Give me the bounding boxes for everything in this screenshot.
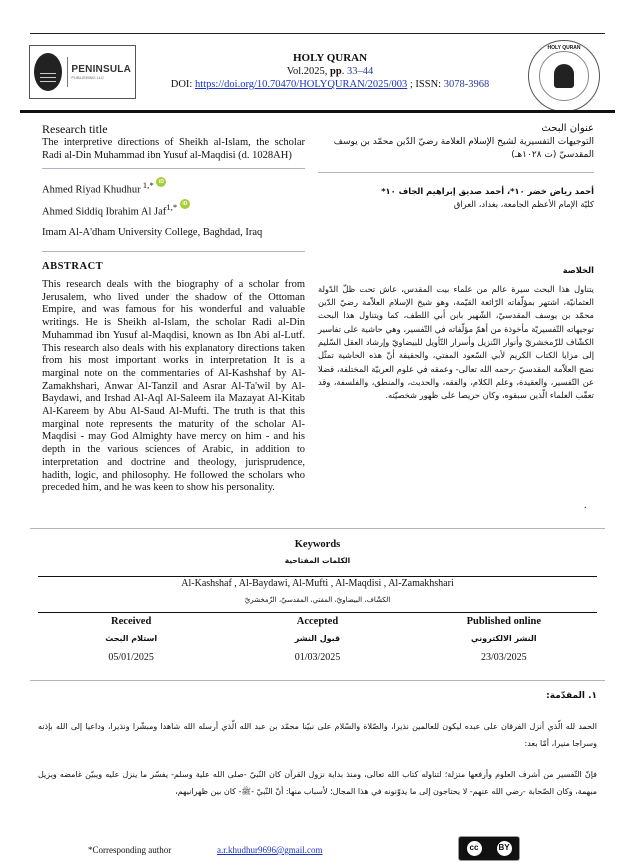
abstract-heading: ABSTRACT [42,261,104,272]
book-icon [554,64,574,88]
rule [38,576,597,577]
published [411,614,597,666]
research-title-ar: التوجيهات التفسيرية لشيخ الإسلام العلامة رضيّ الدّين محمّد بن يوسف المقدسيّ (ت ١٠٢٨هـ) [333,137,594,160]
rule [38,612,597,613]
arabic-column [318,122,594,403]
intro-paragraph: الحمد لله الّذي أنزل الفرقان على عبده ليكون للعالمين نذيرا، والصّلاة والسّلام على نبيّنا محمّد بن عبد الله الّذي أرسله الله شاهدا ومبشّرا ونذيرا، وداعيا إلى الله بإذنه وسراجا منيرا، أمّا بعد: [38,722,597,748]
author [42,199,305,221]
accepted-date: 01/03/2025 [294,652,341,663]
research-title-label-ar: عنوان البحث [541,123,594,134]
abstract-heading-ar: الخلاصة [562,264,594,275]
divider [318,172,594,173]
abstract-text-ar: يتناول هذا البحث سيرة عالم من علماء بيت المقدس، عاش تحت ظلّ الدّولة العثمانيّة، اشتهر بمؤلّفاته الرّائعة القيّمة، وهو شيخ الإسلام العلاّمة رضيّ الدّين محمّد بن يوسف المقدسيّ، الشّهير بابن أبي اللطف، كما ويتناول هذا البحث توجيهاته التّفسيريّة مأخوذة من أهمّ مؤلّفاته في التّفسير، وهي حاشية على تفاسير الكشّاف للزّمخشريّ وأنوار التّنزيل وأسرار التّأويل للبيضاويّ وإرشاد العقل السّليم إلى مزايا الكتاب الكريم لأبي السّعود المفتي، والحقيقة أنّ هذه الحاشية تمثّل نضج العلاّمة المقدسيّ -رحمه الله تعالى- وعمقه في علوم العربيّة المختلفة، فضلا عن التّفسير، والعقيدة، وعلم الكلام، والفقه، والحديث، والمنطق، والفلسفة، وقد تعقّب العلماء الّذين سبقوه، وكان حريصا على ظهور شخصيّته. [318,283,594,401]
keywords-heading: Keywords [294,539,341,550]
issn-label: ; ISSN: [407,79,444,90]
volume-line: Vol.2025, pp. 33–44 [286,66,374,77]
email-link[interactable]: a.r.khudhur9696@gmail.com [217,845,323,855]
doi-line [150,78,510,91]
publisher-logo [29,45,136,99]
keywords-ar: الكشّاف، البيضاويّ، المفتي، المقدسيّ، الزّمخشريّ [244,596,391,604]
received [38,614,224,666]
journal-seal-logo [528,40,600,112]
affiliation-ar: كليّة الإمام الأعظم الجامعة، بغداد، العراق [453,199,594,210]
journal-header [150,52,510,91]
spacer [318,212,594,264]
author-name: Ahmed Riyad Khudhur [42,184,141,196]
authors-ar: أحمد رياض خضر ١٠*، أحمد صديق إبراهيم الجاف ١٠* [381,186,594,196]
author [42,177,305,199]
abstract-text: This research deals with the biography of a scholar from Jerusalem, who lived under the shadow of the Ottoman Empire, and was famous for his wonderful and valuable writings. He is Sheikh al-Islam, the scholar Radi al-Din Muhammad ibn Yusuf al-Maqdisi, known as Ibn Abi al-Lutf. This research also deals with his explanatory directions taken from his most important works in interpretation It is a marginal note on the commentaries of Al-Kashshaf by Al-Zamakhshari, Anwar Al-Tanzil and Asrar Al-Ta'wil by Al-Baydawi, and Irshad Al-Aql Al-Saleem ila Mazayat Al-Kitab Al-Kareem by Abu Al-Saud Al-Mufti. The truth is that this marginal note represents the maturity of the scholar Al-Maqdisi - may God Almighty have mercy on him - and his depth in the various sciences of Arabic, in addition to interpretation and doctrine and theology, jurisprudence, hadith, logic, and philosophy. He followed the scholars who preceded him, and he was keen to show his personality. [42,279,305,494]
doi-link[interactable]: https://doi.org/10.70470/HOLYQURAN/2025/003 [194,79,408,90]
accepted-label-ar: قبول النشر [294,634,341,643]
divider [42,251,305,252]
research-title: The interpretive directions of Sheikh al-Islam, the scholar Radi al-Din Muhammad ibn Yusuf al-Maqdisi (d. 1028AH) [42,137,305,161]
header-rule [20,110,615,113]
received-label-ar: استلام البحث [105,634,158,643]
intro-paragraph: فإنّ التّفسير من أشرف العلوم وأرفعها منزلة؛ لتناوله كتاب الله تعالى، ومنذ بداية نزول القرآن كان النّبيّ -صلى الله علية وسلم- يفسّر ما ينزل عليه ويبيّن غامضه ويزيل مبهمة، وكان الصّحابة -رضي الله عنهم- لا يحتاجون إلى ما يدوّنونه في هذا المجال؛ لأسباب منها: أنّ النّبيّ -ﷺ- كان بين ظهرانيهم، [38,770,597,796]
research-title-label: Research title [42,122,108,136]
seal-text: HOLY QURAN [547,45,581,51]
stray-period: . [584,500,587,511]
corresponding-author-note: *Corresponding author [88,845,172,855]
publisher-name: PENINSULA [71,64,131,75]
accepted [224,614,410,666]
cc-by-license-badge[interactable] [458,836,520,861]
intro-heading: ١. المقدّمة: [546,691,597,701]
accepted-label: Accepted [296,616,339,627]
section-divider [30,680,605,681]
english-column [42,122,305,495]
orcid-icon[interactable]: iD [180,199,190,209]
issn: 3078-3968 [443,79,490,90]
doi-label: DOI: [170,79,195,90]
author-sup: 1,* [166,201,178,212]
dates-row [38,614,597,666]
affiliation: Imam Al-A'dham University College, Baghdad, Iraq [42,227,263,238]
volume: Vol.2025, [286,66,331,77]
received-date: 05/01/2025 [108,652,154,663]
pages: 33–44 [346,66,374,77]
pp-label: pp [330,66,342,77]
orcid-icon[interactable]: iD [156,177,166,187]
section-divider [30,528,605,529]
logo-separator [67,57,68,87]
received-label: Received [111,616,152,627]
published-label: Published online [466,616,542,627]
journal-title: HOLY QURAN [292,52,368,64]
seal-inner [539,51,589,101]
keywords-heading-ar: الكلمات المفتاحية [284,556,351,565]
top-rule [30,33,605,34]
by-icon: BY [496,840,513,857]
publisher-emblem-icon [34,53,62,91]
author-name: Ahmed Siddiq Ibrahim Al Jaf [42,206,167,217]
author-sup: 1,* [140,180,154,190]
divider [42,168,305,169]
published-date: 23/03/2025 [481,652,527,663]
keywords-en: Al-Kashshaf , Al-Baydawi, Al-Mufti , Al-Maqdisi , Al-Zamakhshari [181,578,454,589]
cc-icon: cc [466,840,483,857]
published-label-ar: النشر الالكتروني [471,634,537,643]
publisher-sub: PUBLISHING LLC [71,75,105,80]
